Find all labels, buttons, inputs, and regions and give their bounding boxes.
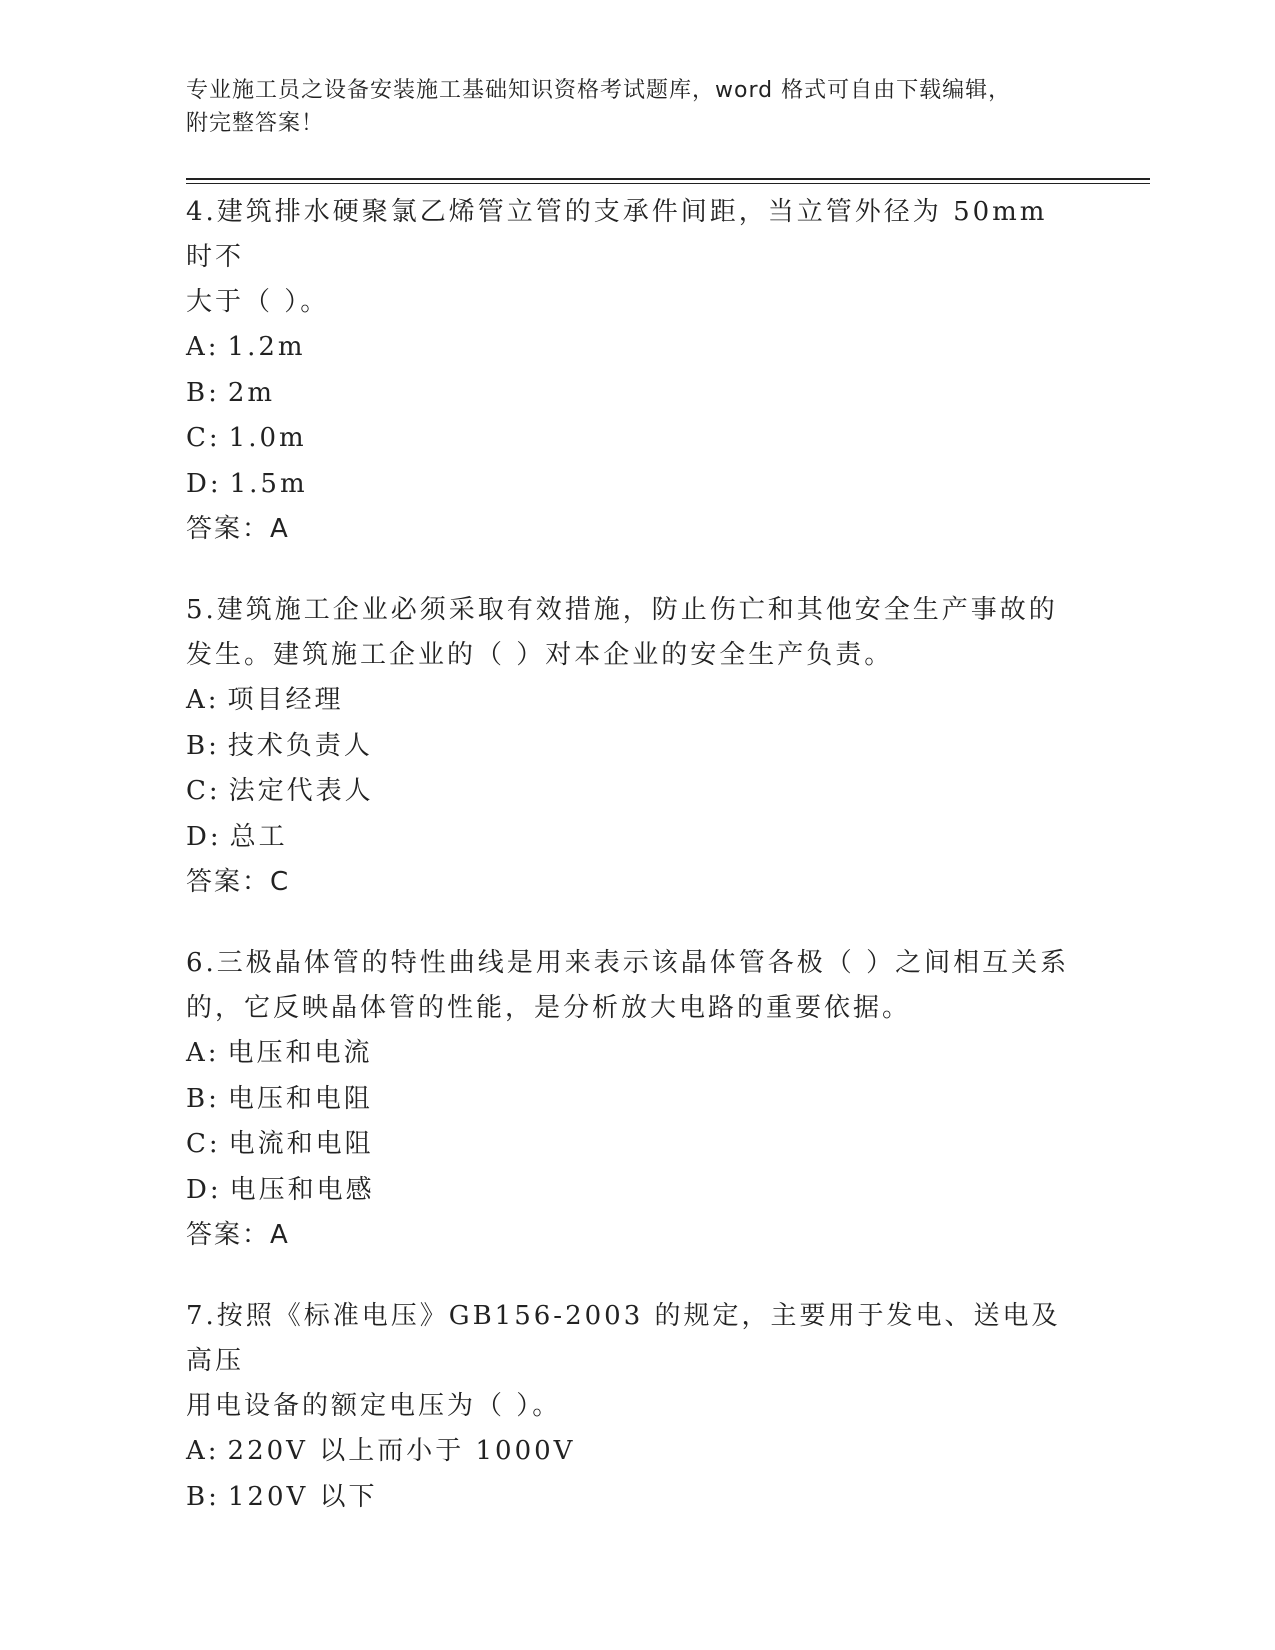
- answer-value: C: [270, 867, 291, 897]
- option-text: 电压和电阻: [227, 1083, 373, 1114]
- option-d: [186, 815, 1086, 861]
- answer-line: [186, 507, 1086, 552]
- question-stem-line-2: 大于（ ）。: [186, 287, 330, 317]
- option-d: [186, 462, 1086, 508]
- option-key: A: [186, 685, 208, 715]
- option-separator: :: [207, 1436, 220, 1466]
- option-separator: :: [208, 776, 221, 806]
- option-key: D: [186, 468, 210, 499]
- answer-label: 答案：: [186, 514, 271, 544]
- option-key: B: [186, 377, 209, 408]
- question-stem-line-1: 7.按照《标准电压》GB156-2003 的规定，主要用于发电、送电及高压: [186, 1301, 1061, 1376]
- question-stem-line-2: 的，它反映晶体管的性能，是分析放大电路的重要依据。: [186, 993, 912, 1023]
- option-c: [186, 416, 1086, 462]
- option-b: [186, 1475, 1086, 1521]
- question-stem-line-2: 用电设备的额定电压为（ ）。: [186, 1391, 562, 1421]
- header-line-1: 专业施工员之设备安装施工基础知识资格考试题库，word 格式可自由下载编辑，: [186, 78, 1012, 103]
- option-text: 2m: [227, 377, 276, 408]
- option-separator: :: [209, 821, 222, 852]
- header-line-2: 附完整答案！: [186, 111, 325, 136]
- option-key: A: [186, 1038, 208, 1068]
- option-separator: :: [208, 1129, 221, 1159]
- option-text: 电流和电阻: [228, 1129, 374, 1159]
- option-text: 220V 以上而小于 1000V: [227, 1436, 576, 1466]
- option-separator: :: [209, 1174, 222, 1205]
- question-stem-line-1: 6.三极晶体管的特性曲线是用来表示该晶体管各极（ ）之间相互关系: [186, 948, 1070, 978]
- header-divider-thick: [186, 178, 1150, 180]
- option-key: C: [186, 423, 209, 453]
- option-c: [186, 769, 1086, 815]
- option-text: 1.5m: [229, 468, 308, 499]
- option-key: C: [186, 776, 209, 806]
- option-text: 项目经理: [227, 685, 344, 715]
- question-7: [186, 1294, 1086, 1520]
- option-key: A: [186, 332, 208, 362]
- answer-value: A: [270, 1220, 290, 1250]
- option-b: [186, 371, 1086, 417]
- option-separator: :: [209, 468, 222, 499]
- document-header: [186, 74, 1086, 140]
- option-a: [186, 1429, 1086, 1475]
- answer-value: A: [270, 514, 290, 544]
- question-5: [186, 588, 1086, 905]
- option-text: 法定代表人: [228, 776, 374, 806]
- option-text: 电压和电感: [229, 1174, 375, 1205]
- answer-label: 答案：: [186, 1220, 271, 1250]
- question-list: [186, 190, 1086, 1556]
- answer-line: [186, 860, 1086, 905]
- option-b: [186, 724, 1086, 770]
- option-separator: :: [208, 730, 220, 761]
- option-separator: :: [208, 1083, 220, 1114]
- option-text: 1.2m: [227, 332, 306, 362]
- option-text: 技术负责人: [227, 730, 373, 761]
- option-key: D: [186, 821, 210, 852]
- option-text: 总工: [229, 821, 288, 852]
- option-separator: :: [207, 332, 220, 362]
- option-key: C: [186, 1129, 209, 1159]
- option-key: A: [186, 1436, 208, 1466]
- option-text: 电压和电流: [227, 1038, 373, 1068]
- option-c: [186, 1122, 1086, 1168]
- option-key: B: [186, 1083, 209, 1114]
- option-text: 1.0m: [228, 423, 307, 453]
- option-d: [186, 1168, 1086, 1214]
- option-key: B: [186, 730, 209, 761]
- option-key: B: [186, 1481, 209, 1512]
- option-a: [186, 325, 1086, 371]
- option-a: [186, 678, 1086, 724]
- option-separator: :: [208, 423, 221, 453]
- answer-label: 答案：: [186, 867, 271, 897]
- answer-line: [186, 1213, 1086, 1258]
- question-6: [186, 941, 1086, 1258]
- option-separator: :: [208, 377, 220, 408]
- option-b: [186, 1077, 1086, 1123]
- question-4: [186, 190, 1086, 552]
- question-stem-line-1: 4.建筑排水硬聚氯乙烯管立管的支承件间距，当立管外径为 50mm 时不: [186, 197, 1048, 272]
- question-stem-line-2: 发生。建筑施工企业的（ ）对本企业的安全生产负责。: [186, 640, 894, 670]
- option-separator: :: [208, 1481, 220, 1512]
- option-separator: :: [207, 1038, 220, 1068]
- question-stem-line-1: 5.建筑施工企业必须采取有效措施，防止伤亡和其他安全生产事故的: [186, 595, 1058, 625]
- option-key: D: [186, 1174, 210, 1205]
- option-text: 120V 以下: [227, 1481, 378, 1512]
- header-divider-thin: [186, 183, 1150, 184]
- option-separator: :: [207, 685, 220, 715]
- option-a: [186, 1031, 1086, 1077]
